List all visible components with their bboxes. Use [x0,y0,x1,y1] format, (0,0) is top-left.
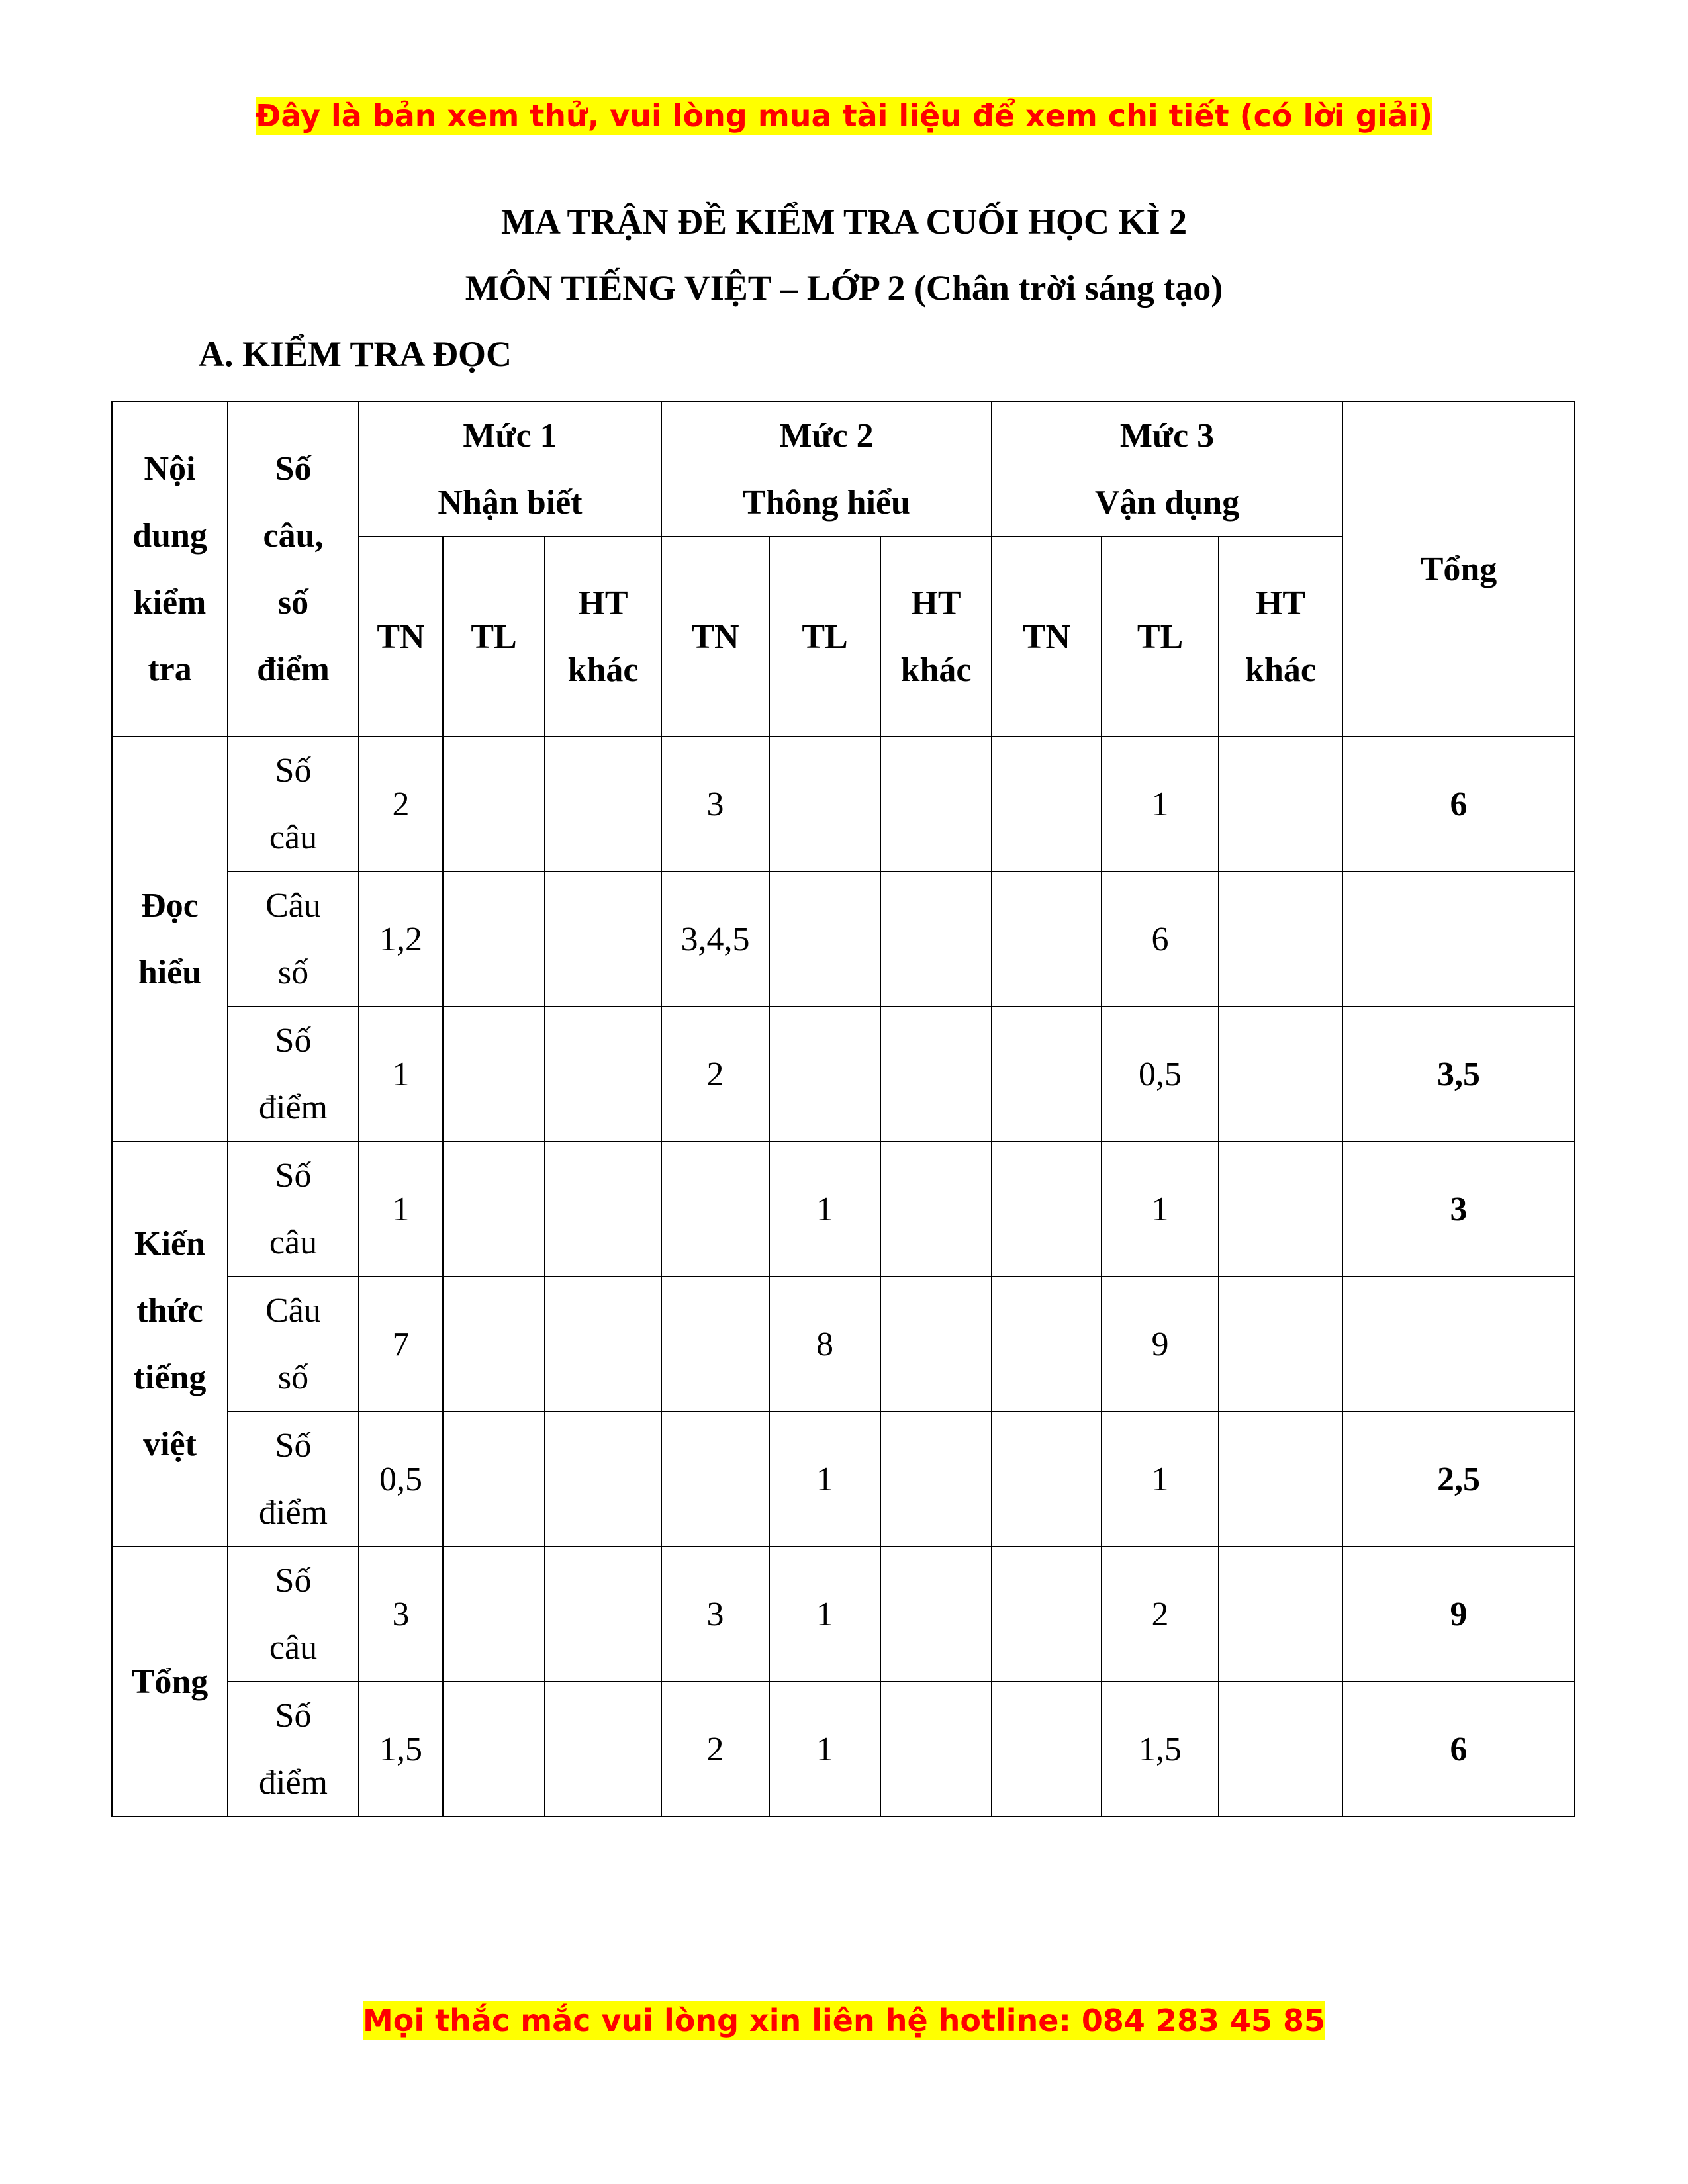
header-tl: TL [443,537,545,737]
header-tl: TL [769,537,880,737]
row-label-so-cau: Số câu [228,737,359,872]
total-cell: 3,5 [1342,1007,1575,1142]
table-cell [545,872,661,1007]
table-cell [443,737,545,872]
preview-notice-banner [0,98,1688,134]
row-label-so-diem: Số điểm [228,1412,359,1547]
table-cell [545,1412,661,1547]
table-cell: 2 [1102,1547,1219,1682]
table-cell [1219,1547,1342,1682]
table-cell: 2 [359,737,443,872]
table-cell [992,737,1102,872]
header-tn: TN [661,537,769,737]
table-cell [880,1007,992,1142]
table-cell [992,1007,1102,1142]
document-subtitle: MÔN TIẾNG VIỆT – LỚP 2 (Chân trời sáng tạo) [465,268,1223,308]
table-cell [1219,1277,1342,1412]
row-label-so-cau: Số câu [228,1547,359,1682]
table-row [112,1277,1575,1412]
table-row [112,1142,1575,1277]
test-matrix-table [111,401,1575,1817]
header-ht-khac: HT khác [1219,537,1342,737]
table-cell [1219,1142,1342,1277]
table-cell [992,1682,1102,1817]
table-cell [880,1547,992,1682]
group-doc-hieu: Đọc hiểu [112,737,228,1142]
table-cell [443,1142,545,1277]
row-label-cau-so: Câu số [228,1277,359,1412]
table-cell: 3 [661,737,769,872]
table-cell: 8 [769,1277,880,1412]
table-cell [992,1142,1102,1277]
table-cell [443,1007,545,1142]
table-cell [443,1412,545,1547]
row-label-cau-so: Câu số [228,872,359,1007]
table-cell: 6 [1102,872,1219,1007]
table-cell: 9 [1102,1277,1219,1412]
table-cell: 1 [1102,737,1219,872]
total-cell: 9 [1342,1547,1575,1682]
table-cell [661,1142,769,1277]
table-cell [880,737,992,872]
table-row [112,1007,1575,1142]
section-heading: A. KIỂM TRA ĐỌC [199,334,512,374]
table-cell [1219,1682,1342,1817]
table-cell: 1 [769,1682,880,1817]
header-tn: TN [359,537,443,737]
row-label-so-diem: Số điểm [228,1682,359,1817]
table-cell: 1 [769,1142,880,1277]
table-cell [1219,872,1342,1007]
header-tl: TL [1102,537,1219,737]
header-level-1: Mức 1 Nhận biết [359,402,661,537]
hotline-text: Mọi thắc mắc vui lòng xin liên hệ hotline: 084 283 45 85 [362,2003,1326,2038]
table-cell [1219,737,1342,872]
table-cell: 1,2 [359,872,443,1007]
row-label-so-cau: Số câu [228,1142,359,1277]
table-cell [769,872,880,1007]
table-cell: 1 [359,1007,443,1142]
table-cell [661,1277,769,1412]
table-cell: 1 [1102,1142,1219,1277]
table-cell: 3 [359,1547,443,1682]
table-cell [992,872,1102,1007]
table-cell [545,1007,661,1142]
table-cell: 1,5 [1102,1682,1219,1817]
total-cell: 2,5 [1342,1412,1575,1547]
table-cell [880,1412,992,1547]
header-count-column: Số câu, số điểm [228,402,359,737]
table-cell [769,1007,880,1142]
table-cell: 1 [769,1412,880,1547]
table-cell: 3 [661,1547,769,1682]
total-cell [1342,872,1575,1007]
table-row [112,1412,1575,1547]
table-cell: 7 [359,1277,443,1412]
table-row [112,1547,1575,1682]
total-cell: 6 [1342,737,1575,872]
table-cell: 3,4,5 [661,872,769,1007]
table-cell [992,1547,1102,1682]
table-cell [443,872,545,1007]
total-cell: 3 [1342,1142,1575,1277]
table-cell: 0,5 [1102,1007,1219,1142]
table-cell: 2 [661,1682,769,1817]
table-cell: 2 [661,1007,769,1142]
table-cell: 1,5 [359,1682,443,1817]
group-tong: Tổng [112,1547,228,1817]
table-cell [880,1277,992,1412]
header-ht-khac: HT khác [545,537,661,737]
table-cell [545,1547,661,1682]
total-cell: 6 [1342,1682,1575,1817]
table-cell [992,1412,1102,1547]
table-cell [545,1277,661,1412]
table-cell [880,1142,992,1277]
table-cell: 0,5 [359,1412,443,1547]
row-label-so-diem: Số điểm [228,1007,359,1142]
preview-notice-text: Đây là bản xem thử, vui lòng mua tài liệu để xem chi tiết (có lời giải) [255,98,1433,134]
header-level-3: Mức 3 Vận dụng [992,402,1342,537]
table-cell [545,737,661,872]
table-row [112,737,1575,872]
table-cell [1219,1412,1342,1547]
header-ht-khac: HT khác [880,537,992,737]
table-cell [769,737,880,872]
header-tn: TN [992,537,1102,737]
table-row [112,872,1575,1007]
table-cell: 1 [769,1547,880,1682]
total-cell [1342,1277,1575,1412]
table-cell [545,1682,661,1817]
table-cell: 1 [1102,1412,1219,1547]
group-kien-thuc-tieng-viet: Kiến thức tiếng việt [112,1142,228,1547]
hotline-banner [0,2003,1688,2038]
table-cell [880,872,992,1007]
table-cell [880,1682,992,1817]
table-row [112,1682,1575,1817]
table-cell [545,1142,661,1277]
header-level-2: Mức 2 Thông hiểu [661,402,992,537]
header-total: Tổng [1342,402,1575,737]
table-cell [443,1277,545,1412]
document-title: MA TRẬN ĐỀ KIỂM TRA CUỐI HỌC KÌ 2 [500,202,1188,242]
table-cell [1219,1007,1342,1142]
table-cell [443,1547,545,1682]
table-cell [992,1277,1102,1412]
table-cell: 1 [359,1142,443,1277]
table-cell [661,1412,769,1547]
table-cell [443,1682,545,1817]
header-content-column: Nội dung kiểm tra [112,402,228,737]
